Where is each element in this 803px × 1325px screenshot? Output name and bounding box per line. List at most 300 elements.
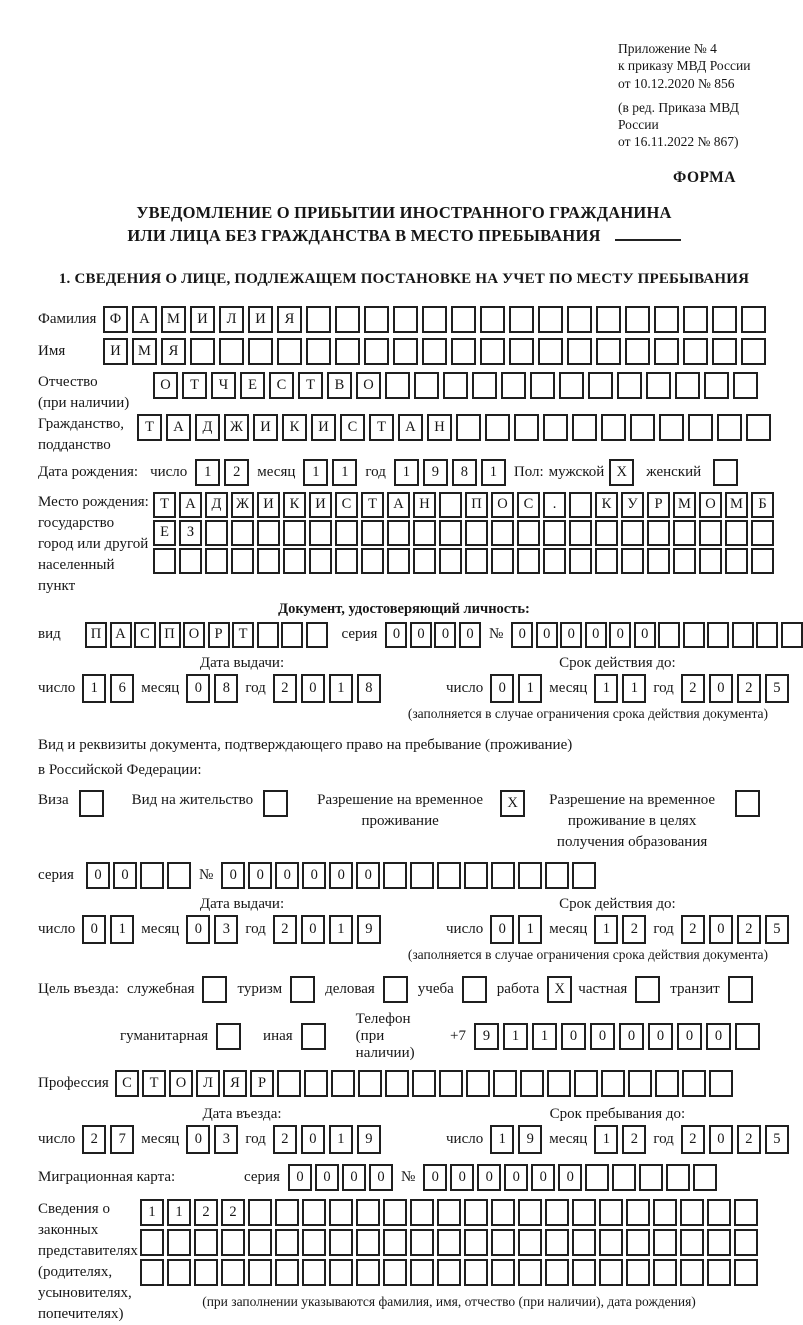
char-cell bbox=[653, 1199, 677, 1226]
char-cell: 2 bbox=[737, 674, 761, 703]
char-cell: И bbox=[257, 492, 280, 518]
char-cell bbox=[216, 1023, 241, 1050]
char-cell: О bbox=[169, 1070, 193, 1097]
char-cell: X bbox=[500, 790, 525, 817]
entry-month bbox=[186, 1125, 238, 1154]
migration-card-series-label: серия bbox=[244, 1168, 280, 1185]
char-cell: 1 bbox=[532, 1023, 557, 1050]
char-cell bbox=[466, 1070, 490, 1097]
sex-male-label: мужской bbox=[548, 463, 605, 480]
char-cell bbox=[735, 790, 760, 817]
char-cell: М bbox=[161, 306, 186, 333]
char-cell bbox=[612, 1164, 636, 1191]
char-cell: Н bbox=[413, 492, 436, 518]
birth-month-boxes bbox=[303, 459, 357, 486]
birth-date-row bbox=[38, 459, 770, 486]
char-cell bbox=[491, 1229, 515, 1256]
char-cell: С bbox=[340, 414, 365, 441]
char-cell: 0 bbox=[86, 862, 110, 889]
char-cell bbox=[688, 414, 713, 441]
identity-doc-dates bbox=[38, 654, 781, 703]
char-cell: Т bbox=[137, 414, 162, 441]
char-cell bbox=[625, 338, 650, 365]
char-cell: Я bbox=[277, 306, 302, 333]
char-cell bbox=[361, 548, 384, 574]
char-cell bbox=[304, 1070, 328, 1097]
char-cell bbox=[756, 622, 778, 648]
char-cell bbox=[387, 548, 410, 574]
char-cell bbox=[707, 1199, 731, 1226]
identity-validity-fields: число 0 1 месяц 1 1 год 2 0 2 5 bbox=[446, 674, 789, 703]
form-title-line2: ИЛИ ЛИЦА БЕЗ ГРАЖДАНСТВА В МЕСТО ПРЕБЫВАНИЯ bbox=[38, 224, 770, 247]
patronymic-row bbox=[38, 372, 770, 414]
char-cell bbox=[569, 548, 592, 574]
residence-issue-day bbox=[82, 915, 134, 944]
citizenship-label: Гражданство, подданство bbox=[38, 415, 125, 453]
char-cell: 1 bbox=[82, 674, 106, 703]
residence-validity-month bbox=[594, 915, 646, 944]
char-cell: 1 bbox=[110, 915, 134, 944]
char-cell: 0 bbox=[434, 622, 456, 648]
char-cell bbox=[439, 548, 462, 574]
char-cell bbox=[741, 338, 766, 365]
birth-place-boxes bbox=[153, 492, 774, 574]
char-cell bbox=[680, 1259, 704, 1286]
char-cell bbox=[741, 306, 766, 333]
char-cell bbox=[205, 548, 228, 574]
char-cell bbox=[140, 862, 164, 889]
purpose-tourism-checkbox bbox=[290, 976, 315, 1003]
option-residence-permit-checkbox bbox=[263, 790, 288, 817]
char-cell bbox=[309, 520, 332, 546]
char-cell bbox=[683, 306, 708, 333]
char-cell bbox=[567, 338, 592, 365]
char-cell bbox=[683, 622, 705, 648]
char-cell: 0 bbox=[329, 862, 353, 889]
appendix-line: к приказу МВД России bbox=[618, 58, 751, 74]
residence-doc-number-boxes bbox=[221, 862, 596, 889]
char-cell bbox=[306, 306, 331, 333]
char-cell: 0 bbox=[511, 622, 533, 648]
char-cell bbox=[518, 1229, 542, 1256]
char-cell bbox=[335, 520, 358, 546]
char-cell bbox=[601, 414, 626, 441]
char-cell: 0 bbox=[561, 1023, 586, 1050]
char-cell: 0 bbox=[490, 674, 514, 703]
entry-date-heading: Дата въезда: bbox=[202, 1105, 282, 1122]
char-cell: С bbox=[517, 492, 540, 518]
char-cell: 0 bbox=[490, 915, 514, 944]
char-cell bbox=[309, 548, 332, 574]
char-cell: 1 bbox=[594, 1125, 618, 1154]
char-cell bbox=[485, 414, 510, 441]
char-cell: 2 bbox=[82, 1125, 106, 1154]
residence-validity-fields: число 0 1 месяц 1 2 год 2 0 2 5 bbox=[446, 915, 789, 944]
char-cell: 0 bbox=[619, 1023, 644, 1050]
representatives-row2 bbox=[140, 1229, 758, 1256]
char-cell bbox=[666, 1164, 690, 1191]
char-cell: 0 bbox=[706, 1023, 731, 1050]
given-name-boxes bbox=[103, 338, 766, 365]
char-cell: 0 bbox=[709, 915, 733, 944]
char-cell: Т bbox=[369, 414, 394, 441]
given-name-label: Имя bbox=[38, 342, 66, 359]
char-cell bbox=[179, 548, 202, 574]
entry-purpose-label: Цель въезда: bbox=[38, 980, 119, 997]
char-cell bbox=[302, 1259, 326, 1286]
char-cell bbox=[538, 306, 563, 333]
char-cell bbox=[361, 520, 384, 546]
char-cell: 9 bbox=[474, 1023, 499, 1050]
char-cell bbox=[194, 1229, 218, 1256]
char-cell: Д bbox=[195, 414, 220, 441]
char-cell: 0 bbox=[113, 862, 137, 889]
identity-issue-heading: Дата выдачи: bbox=[199, 654, 285, 671]
char-cell bbox=[451, 306, 476, 333]
entry-stay-dates bbox=[38, 1105, 781, 1154]
citizenship-row bbox=[38, 414, 770, 456]
char-cell bbox=[231, 520, 254, 546]
char-cell bbox=[699, 520, 722, 546]
sex-female-label: женский bbox=[646, 463, 702, 480]
char-cell bbox=[190, 338, 215, 365]
char-cell bbox=[501, 372, 526, 399]
char-cell: Р bbox=[208, 622, 230, 648]
section1-heading: 1. СВЕДЕНИЯ О ЛИЦЕ, ПОДЛЕЖАЩЕМ ПОСТАНОВКЕ НА УЧЕТ ПО МЕСТУ ПРЕБЫВАНИЯ bbox=[58, 270, 750, 287]
appendix-line: от 10.12.2020 № 856 bbox=[618, 75, 735, 91]
char-cell: О bbox=[183, 622, 205, 648]
char-cell bbox=[545, 1259, 569, 1286]
char-cell: 9 bbox=[357, 1125, 381, 1154]
char-cell: 0 bbox=[558, 1164, 582, 1191]
option-residence-permit: Вид на жительство bbox=[132, 790, 288, 817]
char-cell: 0 bbox=[301, 1125, 325, 1154]
char-cell bbox=[356, 1259, 380, 1286]
char-cell: 8 bbox=[214, 674, 238, 703]
char-cell: С bbox=[269, 372, 294, 399]
char-cell: 0 bbox=[677, 1023, 702, 1050]
char-cell bbox=[283, 520, 306, 546]
purpose-private-checkbox bbox=[635, 976, 660, 1003]
char-cell: Л bbox=[219, 306, 244, 333]
char-cell: 1 bbox=[167, 1199, 191, 1226]
char-cell: 2 bbox=[681, 1125, 705, 1154]
char-cell bbox=[572, 414, 597, 441]
char-cell: 2 bbox=[273, 1125, 297, 1154]
char-cell: 1 bbox=[518, 915, 542, 944]
char-cell bbox=[464, 862, 488, 889]
char-cell: 0 bbox=[459, 622, 481, 648]
char-cell bbox=[221, 1259, 245, 1286]
char-cell: Т bbox=[153, 492, 176, 518]
form-label: ФОРМА bbox=[672, 168, 736, 186]
char-cell bbox=[617, 372, 642, 399]
phone-prefix: +7 bbox=[450, 1027, 466, 1044]
char-cell bbox=[364, 306, 389, 333]
char-cell bbox=[543, 548, 566, 574]
char-cell: 0 bbox=[609, 622, 631, 648]
stay-day bbox=[490, 1125, 542, 1154]
char-cell bbox=[725, 520, 748, 546]
identity-doc-number-boxes bbox=[511, 622, 803, 648]
char-cell bbox=[248, 1229, 272, 1256]
representatives-labels: Сведения о законных представителях (родителях, усыновителях, попечителях) bbox=[38, 1200, 138, 1322]
char-cell bbox=[707, 622, 729, 648]
char-cell bbox=[140, 1229, 164, 1256]
char-cell bbox=[572, 1199, 596, 1226]
char-cell bbox=[383, 862, 407, 889]
appendix-line: Приложение № 4 bbox=[618, 41, 717, 56]
identity-validity-heading: Срок действия до: bbox=[559, 654, 676, 671]
char-cell bbox=[202, 976, 227, 1003]
char-cell: З bbox=[179, 520, 202, 546]
sex-male-checkbox bbox=[609, 459, 634, 486]
char-cell bbox=[413, 548, 436, 574]
char-cell: Ж bbox=[224, 414, 249, 441]
char-cell: К bbox=[283, 492, 306, 518]
char-cell bbox=[410, 1199, 434, 1226]
identity-doc-series-label: серия bbox=[341, 626, 378, 643]
char-cell bbox=[413, 520, 436, 546]
char-cell bbox=[383, 1229, 407, 1256]
purpose-study-checkbox bbox=[462, 976, 487, 1003]
char-cell bbox=[302, 1229, 326, 1256]
char-cell bbox=[569, 492, 592, 518]
char-cell bbox=[746, 414, 771, 441]
stay-until-heading: Срок пребывания до: bbox=[549, 1105, 686, 1122]
residence-issue-year bbox=[273, 915, 381, 944]
char-cell: 9 bbox=[518, 1125, 542, 1154]
char-cell bbox=[635, 976, 660, 1003]
char-cell bbox=[491, 1259, 515, 1286]
char-cell: 0 bbox=[536, 622, 558, 648]
char-cell bbox=[682, 1070, 706, 1097]
char-cell bbox=[725, 548, 748, 574]
char-cell bbox=[751, 520, 774, 546]
char-cell: А bbox=[132, 306, 157, 333]
char-cell: 1 bbox=[140, 1199, 164, 1226]
char-cell bbox=[437, 1259, 461, 1286]
char-cell: 1 bbox=[503, 1023, 528, 1050]
char-cell: 1 bbox=[490, 1125, 514, 1154]
form-title bbox=[38, 201, 770, 247]
residence-doc-series-boxes bbox=[86, 862, 191, 889]
char-cell bbox=[290, 976, 315, 1003]
char-cell bbox=[626, 1259, 650, 1286]
option-temporary-residence-education-checkbox bbox=[735, 790, 760, 817]
birth-day-boxes bbox=[195, 459, 249, 486]
char-cell bbox=[626, 1199, 650, 1226]
profession-label: Профессия bbox=[38, 1074, 109, 1091]
representatives-row3 bbox=[140, 1259, 758, 1286]
char-cell: 0 bbox=[709, 674, 733, 703]
char-cell: 0 bbox=[186, 915, 210, 944]
char-cell bbox=[167, 1259, 191, 1286]
char-cell: 3 bbox=[214, 1125, 238, 1154]
residence-validity-year bbox=[681, 915, 789, 944]
residence-doc-options bbox=[38, 790, 770, 853]
char-cell: 0 bbox=[275, 862, 299, 889]
birth-day-label: число bbox=[150, 463, 188, 480]
char-cell bbox=[231, 548, 254, 574]
birth-date-label: Дата рождения: bbox=[38, 463, 139, 480]
char-cell bbox=[275, 1259, 299, 1286]
residence-doc-intro: Вид и реквизиты документа, подтверждающего право на пребывание (проживание) в Российской Федерации: bbox=[38, 736, 573, 779]
char-cell bbox=[514, 414, 539, 441]
char-cell bbox=[167, 862, 191, 889]
char-cell bbox=[680, 1229, 704, 1256]
char-cell bbox=[751, 548, 774, 574]
residence-issue-month bbox=[186, 915, 238, 944]
char-cell bbox=[547, 1070, 571, 1097]
identity-validity-day bbox=[490, 674, 542, 703]
entry-purpose-row: Цель въезда: служебная туризм деловая учеба работа X частная транзит bbox=[38, 976, 770, 1003]
char-cell bbox=[248, 1259, 272, 1286]
char-cell: О bbox=[356, 372, 381, 399]
char-cell bbox=[437, 862, 461, 889]
char-cell: 9 bbox=[357, 915, 381, 944]
char-cell bbox=[707, 1259, 731, 1286]
stay-month bbox=[594, 1125, 646, 1154]
char-cell bbox=[356, 1229, 380, 1256]
residence-validity-day bbox=[490, 915, 542, 944]
purpose-other-checkbox bbox=[301, 1023, 326, 1050]
representatives-block bbox=[38, 1199, 770, 1325]
entry-purpose-row2: гуманитарная иная Телефон (при наличии) +7 9 1 1 0 0 0 0 0 0 bbox=[38, 1011, 770, 1062]
char-cell: 1 bbox=[329, 915, 353, 944]
char-cell bbox=[335, 548, 358, 574]
char-cell bbox=[543, 520, 566, 546]
char-cell bbox=[480, 306, 505, 333]
char-cell: 2 bbox=[737, 915, 761, 944]
char-cell bbox=[646, 372, 671, 399]
char-cell: 0 bbox=[477, 1164, 501, 1191]
char-cell: Л bbox=[196, 1070, 220, 1097]
char-cell bbox=[518, 1199, 542, 1226]
char-cell bbox=[673, 520, 696, 546]
char-cell: Б bbox=[751, 492, 774, 518]
char-cell: 0 bbox=[585, 622, 607, 648]
char-cell: Т bbox=[182, 372, 207, 399]
char-cell bbox=[733, 372, 758, 399]
char-cell: С bbox=[134, 622, 156, 648]
char-cell bbox=[596, 338, 621, 365]
char-cell bbox=[599, 1229, 623, 1256]
residence-validity-heading: Срок действия до: bbox=[559, 895, 676, 912]
char-cell bbox=[393, 338, 418, 365]
birth-place-block bbox=[38, 492, 770, 597]
char-cell bbox=[734, 1229, 758, 1256]
char-cell: 3 bbox=[214, 915, 238, 944]
char-cell: А bbox=[166, 414, 191, 441]
char-cell: 0 bbox=[450, 1164, 474, 1191]
char-cell bbox=[412, 1070, 436, 1097]
char-cell bbox=[655, 1070, 679, 1097]
char-cell: 1 bbox=[329, 674, 353, 703]
char-cell: 0 bbox=[302, 862, 326, 889]
char-cell bbox=[734, 1199, 758, 1226]
migration-card-row bbox=[38, 1164, 770, 1191]
char-cell: 2 bbox=[681, 674, 705, 703]
char-cell: О bbox=[491, 492, 514, 518]
char-cell bbox=[356, 1199, 380, 1226]
char-cell bbox=[439, 520, 462, 546]
char-cell bbox=[464, 1259, 488, 1286]
char-cell: И bbox=[311, 414, 336, 441]
sex-label: Пол: bbox=[513, 463, 544, 480]
residence-doc-series-row bbox=[38, 862, 770, 889]
char-cell: 1 bbox=[518, 674, 542, 703]
birth-place-row1 bbox=[153, 492, 774, 518]
char-cell bbox=[559, 372, 584, 399]
char-cell: 0 bbox=[186, 1125, 210, 1154]
identity-doc-heading: Документ, удостоверяющий личность: bbox=[278, 600, 530, 617]
char-cell: А bbox=[398, 414, 423, 441]
char-cell bbox=[601, 1070, 625, 1097]
char-cell bbox=[383, 1199, 407, 1226]
char-cell bbox=[647, 548, 670, 574]
char-cell: Е bbox=[153, 520, 176, 546]
char-cell bbox=[654, 338, 679, 365]
char-cell bbox=[358, 1070, 382, 1097]
char-cell bbox=[595, 548, 618, 574]
char-cell bbox=[385, 372, 410, 399]
char-cell: 2 bbox=[194, 1199, 218, 1226]
profession-boxes bbox=[115, 1070, 733, 1097]
sex-female-checkbox bbox=[713, 459, 738, 486]
char-cell bbox=[735, 1023, 760, 1050]
char-cell: 1 bbox=[394, 459, 419, 486]
char-cell: Т bbox=[298, 372, 323, 399]
char-cell bbox=[302, 1199, 326, 1226]
char-cell bbox=[387, 520, 410, 546]
phone-label: Телефон (при наличии) bbox=[355, 1010, 415, 1061]
option-temporary-residence: Разрешение на временное проживание X bbox=[310, 790, 525, 832]
char-cell bbox=[713, 459, 738, 486]
char-cell: 0 bbox=[342, 1164, 366, 1191]
identity-doc-kind-row bbox=[38, 622, 770, 648]
char-cell bbox=[675, 372, 700, 399]
char-cell bbox=[693, 1164, 717, 1191]
char-cell bbox=[572, 862, 596, 889]
char-cell bbox=[410, 1259, 434, 1286]
char-cell bbox=[654, 306, 679, 333]
char-cell: 0 bbox=[301, 674, 325, 703]
given-name-row bbox=[38, 338, 770, 365]
char-cell bbox=[699, 548, 722, 574]
char-cell: 2 bbox=[737, 1125, 761, 1154]
identity-validity-note: (заполняется в случае ограничения срока действия документа) bbox=[407, 705, 768, 721]
char-cell bbox=[491, 1199, 515, 1226]
char-cell bbox=[530, 372, 555, 399]
char-cell bbox=[734, 1259, 758, 1286]
char-cell: Я bbox=[223, 1070, 247, 1097]
char-cell: А bbox=[179, 492, 202, 518]
char-cell: 1 bbox=[622, 674, 646, 703]
char-cell bbox=[443, 372, 468, 399]
char-cell bbox=[658, 622, 680, 648]
migration-card-series-boxes bbox=[288, 1164, 393, 1191]
char-cell bbox=[275, 1229, 299, 1256]
char-cell bbox=[383, 1259, 407, 1286]
char-cell: Ф bbox=[103, 306, 128, 333]
char-cell: 0 bbox=[82, 915, 106, 944]
identity-doc-number-label: № bbox=[488, 626, 504, 643]
char-cell bbox=[491, 862, 515, 889]
patronymic-label: Отчество (при наличии) bbox=[38, 373, 130, 411]
birth-place-row3 bbox=[153, 548, 774, 574]
char-cell bbox=[331, 1070, 355, 1097]
